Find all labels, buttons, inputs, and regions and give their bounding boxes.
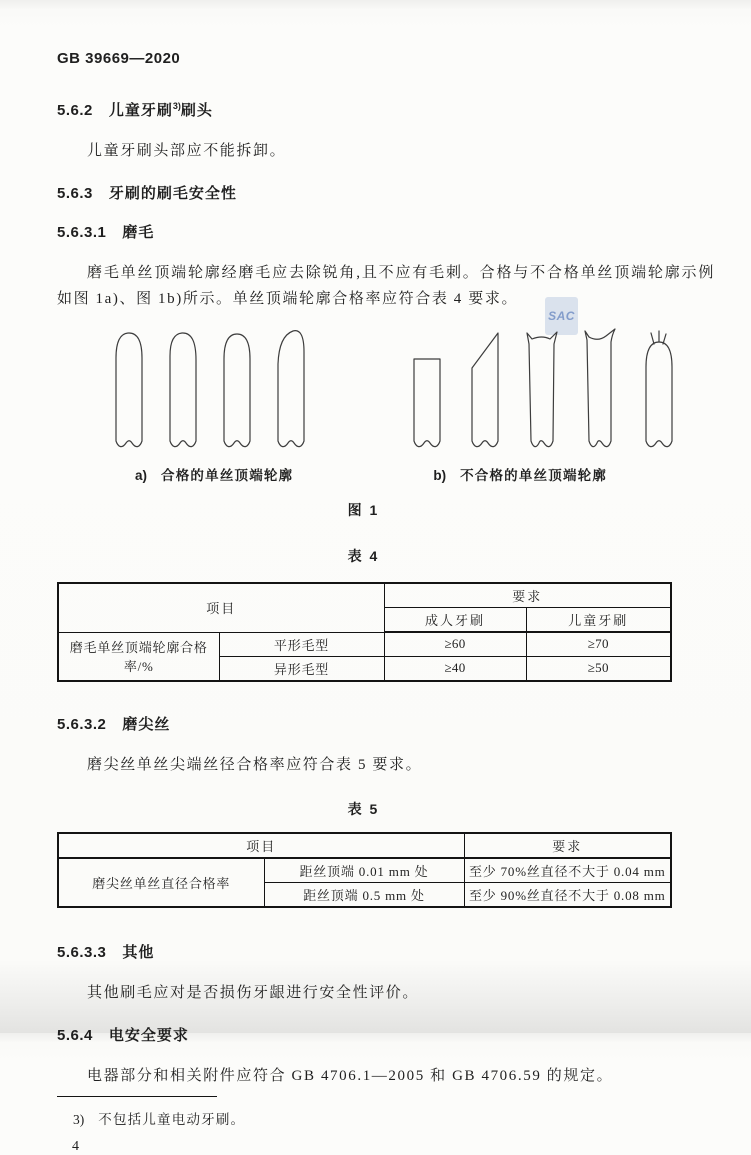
section-number: 5.6.2 xyxy=(57,102,93,119)
table5-header-item: 项目 xyxy=(58,833,464,858)
table-5 xyxy=(57,832,672,908)
bristle-profile-curled-corner-icon xyxy=(584,328,618,452)
table4-type-cell: 异形毛型 xyxy=(219,656,384,681)
section-heading-5-6-3-3 xyxy=(57,941,715,962)
table4-row-label: 磨毛单丝顶端轮廓合格率/% xyxy=(58,632,219,681)
figure-1b-unacceptable-profiles xyxy=(410,328,676,452)
table5-row-label: 磨尖丝单丝直径合格率 xyxy=(58,858,264,907)
table-4-title: 表 4 xyxy=(347,548,380,564)
table4-header-adult: 成人牙刷 xyxy=(384,608,526,633)
section-number: 5.6.4 xyxy=(57,1026,93,1044)
paragraph-5-6-3-2: 磨尖丝单丝尖端丝径合格率应符合表 5 要求。 xyxy=(87,756,423,773)
section-title: 牙刷的刷毛安全性 xyxy=(108,185,237,202)
caption-a-text: 合格的单丝顶端轮廓 xyxy=(161,468,294,483)
paragraph-5-6-3-1: 磨毛单丝顶端轮廓经磨毛应去除锐角,且不应有毛刺。合格与不合格单丝顶端轮廓示例如图 1a)、图 1b)所示。单丝顶端轮廓合格率应符合表 4 要求。 xyxy=(57,265,715,307)
paragraph-5-6-4: 电器部分和相关附件应符合 GB 4706.1—2005 和 GB 4706.59 的规定。 xyxy=(87,1067,614,1084)
paragraph-5-6-2: 儿童牙刷头部应不能拆卸。 xyxy=(87,143,287,159)
table4-header-requirement: 要求 xyxy=(384,583,671,608)
bristle-profile-flat-top-icon xyxy=(410,328,444,452)
caption-b-text: 不合格的单丝顶端轮廓 xyxy=(460,468,608,483)
section-heading-5-6-3 xyxy=(57,182,715,203)
section-title-rest: 刷头 xyxy=(180,102,213,119)
caption-b xyxy=(433,464,607,484)
section-heading-5-6-4 xyxy=(57,1024,715,1045)
figure-1-title: 图 1 xyxy=(347,502,380,518)
bristle-profile-burred-tip-icon xyxy=(642,328,676,452)
bristle-profile-acceptable-2-icon xyxy=(166,328,200,452)
standard-code: GB 39669—2020 xyxy=(57,50,181,67)
figure-1 xyxy=(112,326,715,452)
table5-requirement-cell: 至少 90%丝直径不大于 0.08 mm xyxy=(464,882,671,907)
table-row xyxy=(58,833,671,858)
table4-adult-value: ≥60 xyxy=(384,632,526,656)
caption-b-tag: b) xyxy=(433,468,447,483)
figure-captions xyxy=(57,464,715,484)
table-4 xyxy=(57,582,672,682)
table-row xyxy=(58,632,671,656)
section-title: 磨毛 xyxy=(122,224,155,241)
section-heading-5-6-2 xyxy=(57,99,715,120)
section-title: 儿童牙刷 xyxy=(108,102,173,119)
table-row xyxy=(58,583,671,608)
table4-child-value: ≥50 xyxy=(526,656,671,681)
figure-1a-acceptable-profiles xyxy=(112,328,308,452)
table-row xyxy=(58,858,671,883)
section-number: 5.6.3 xyxy=(57,185,93,202)
footnote-text: 不包括儿童电动牙刷。 xyxy=(98,1111,246,1127)
table-5-title: 表 5 xyxy=(347,800,380,817)
bristle-profile-acceptable-4-icon xyxy=(274,328,308,452)
section-heading-5-6-3-2 xyxy=(57,713,715,734)
section-title: 电安全要求 xyxy=(108,1026,189,1044)
table4-header-item: 项目 xyxy=(58,583,384,632)
section-title: 其他 xyxy=(122,943,155,961)
table4-header-child: 儿童牙刷 xyxy=(526,608,671,633)
table5-header-requirement: 要求 xyxy=(464,833,671,858)
footnote xyxy=(57,1108,715,1128)
table4-type-cell: 平形毛型 xyxy=(219,632,384,656)
paragraph-5-6-3-3: 其他刷毛应对是否损伤牙龈进行安全性评价。 xyxy=(87,984,420,1001)
caption-a xyxy=(135,464,293,484)
bristle-profile-acceptable-1-icon xyxy=(112,328,146,452)
bristle-profile-flared-corners-icon xyxy=(526,328,560,452)
table4-child-value: ≥70 xyxy=(526,632,671,656)
caption-a-tag: a) xyxy=(135,468,148,483)
section-heading-5-6-3-1 xyxy=(57,221,715,242)
footnote-separator xyxy=(57,1096,217,1097)
bristle-profile-acceptable-3-icon xyxy=(220,328,254,452)
page-number: 4 xyxy=(72,1138,79,1154)
footnote-ref: 3) xyxy=(172,101,181,111)
table5-requirement-cell: 至少 70%丝直径不大于 0.04 mm xyxy=(464,858,671,883)
footnote-marker: 3) xyxy=(73,1111,85,1127)
sac-watermark: SAC xyxy=(545,297,578,335)
bristle-profile-slanted-top-icon xyxy=(468,328,502,452)
section-title: 磨尖丝 xyxy=(122,715,171,733)
section-number: 5.6.3.3 xyxy=(57,943,107,961)
table4-adult-value: ≥40 xyxy=(384,656,526,681)
table5-position-cell: 距丝顶端 0.5 mm 处 xyxy=(264,882,464,907)
section-number: 5.6.3.1 xyxy=(57,224,107,241)
table5-position-cell: 距丝顶端 0.01 mm 处 xyxy=(264,858,464,883)
section-number: 5.6.3.2 xyxy=(57,715,107,733)
